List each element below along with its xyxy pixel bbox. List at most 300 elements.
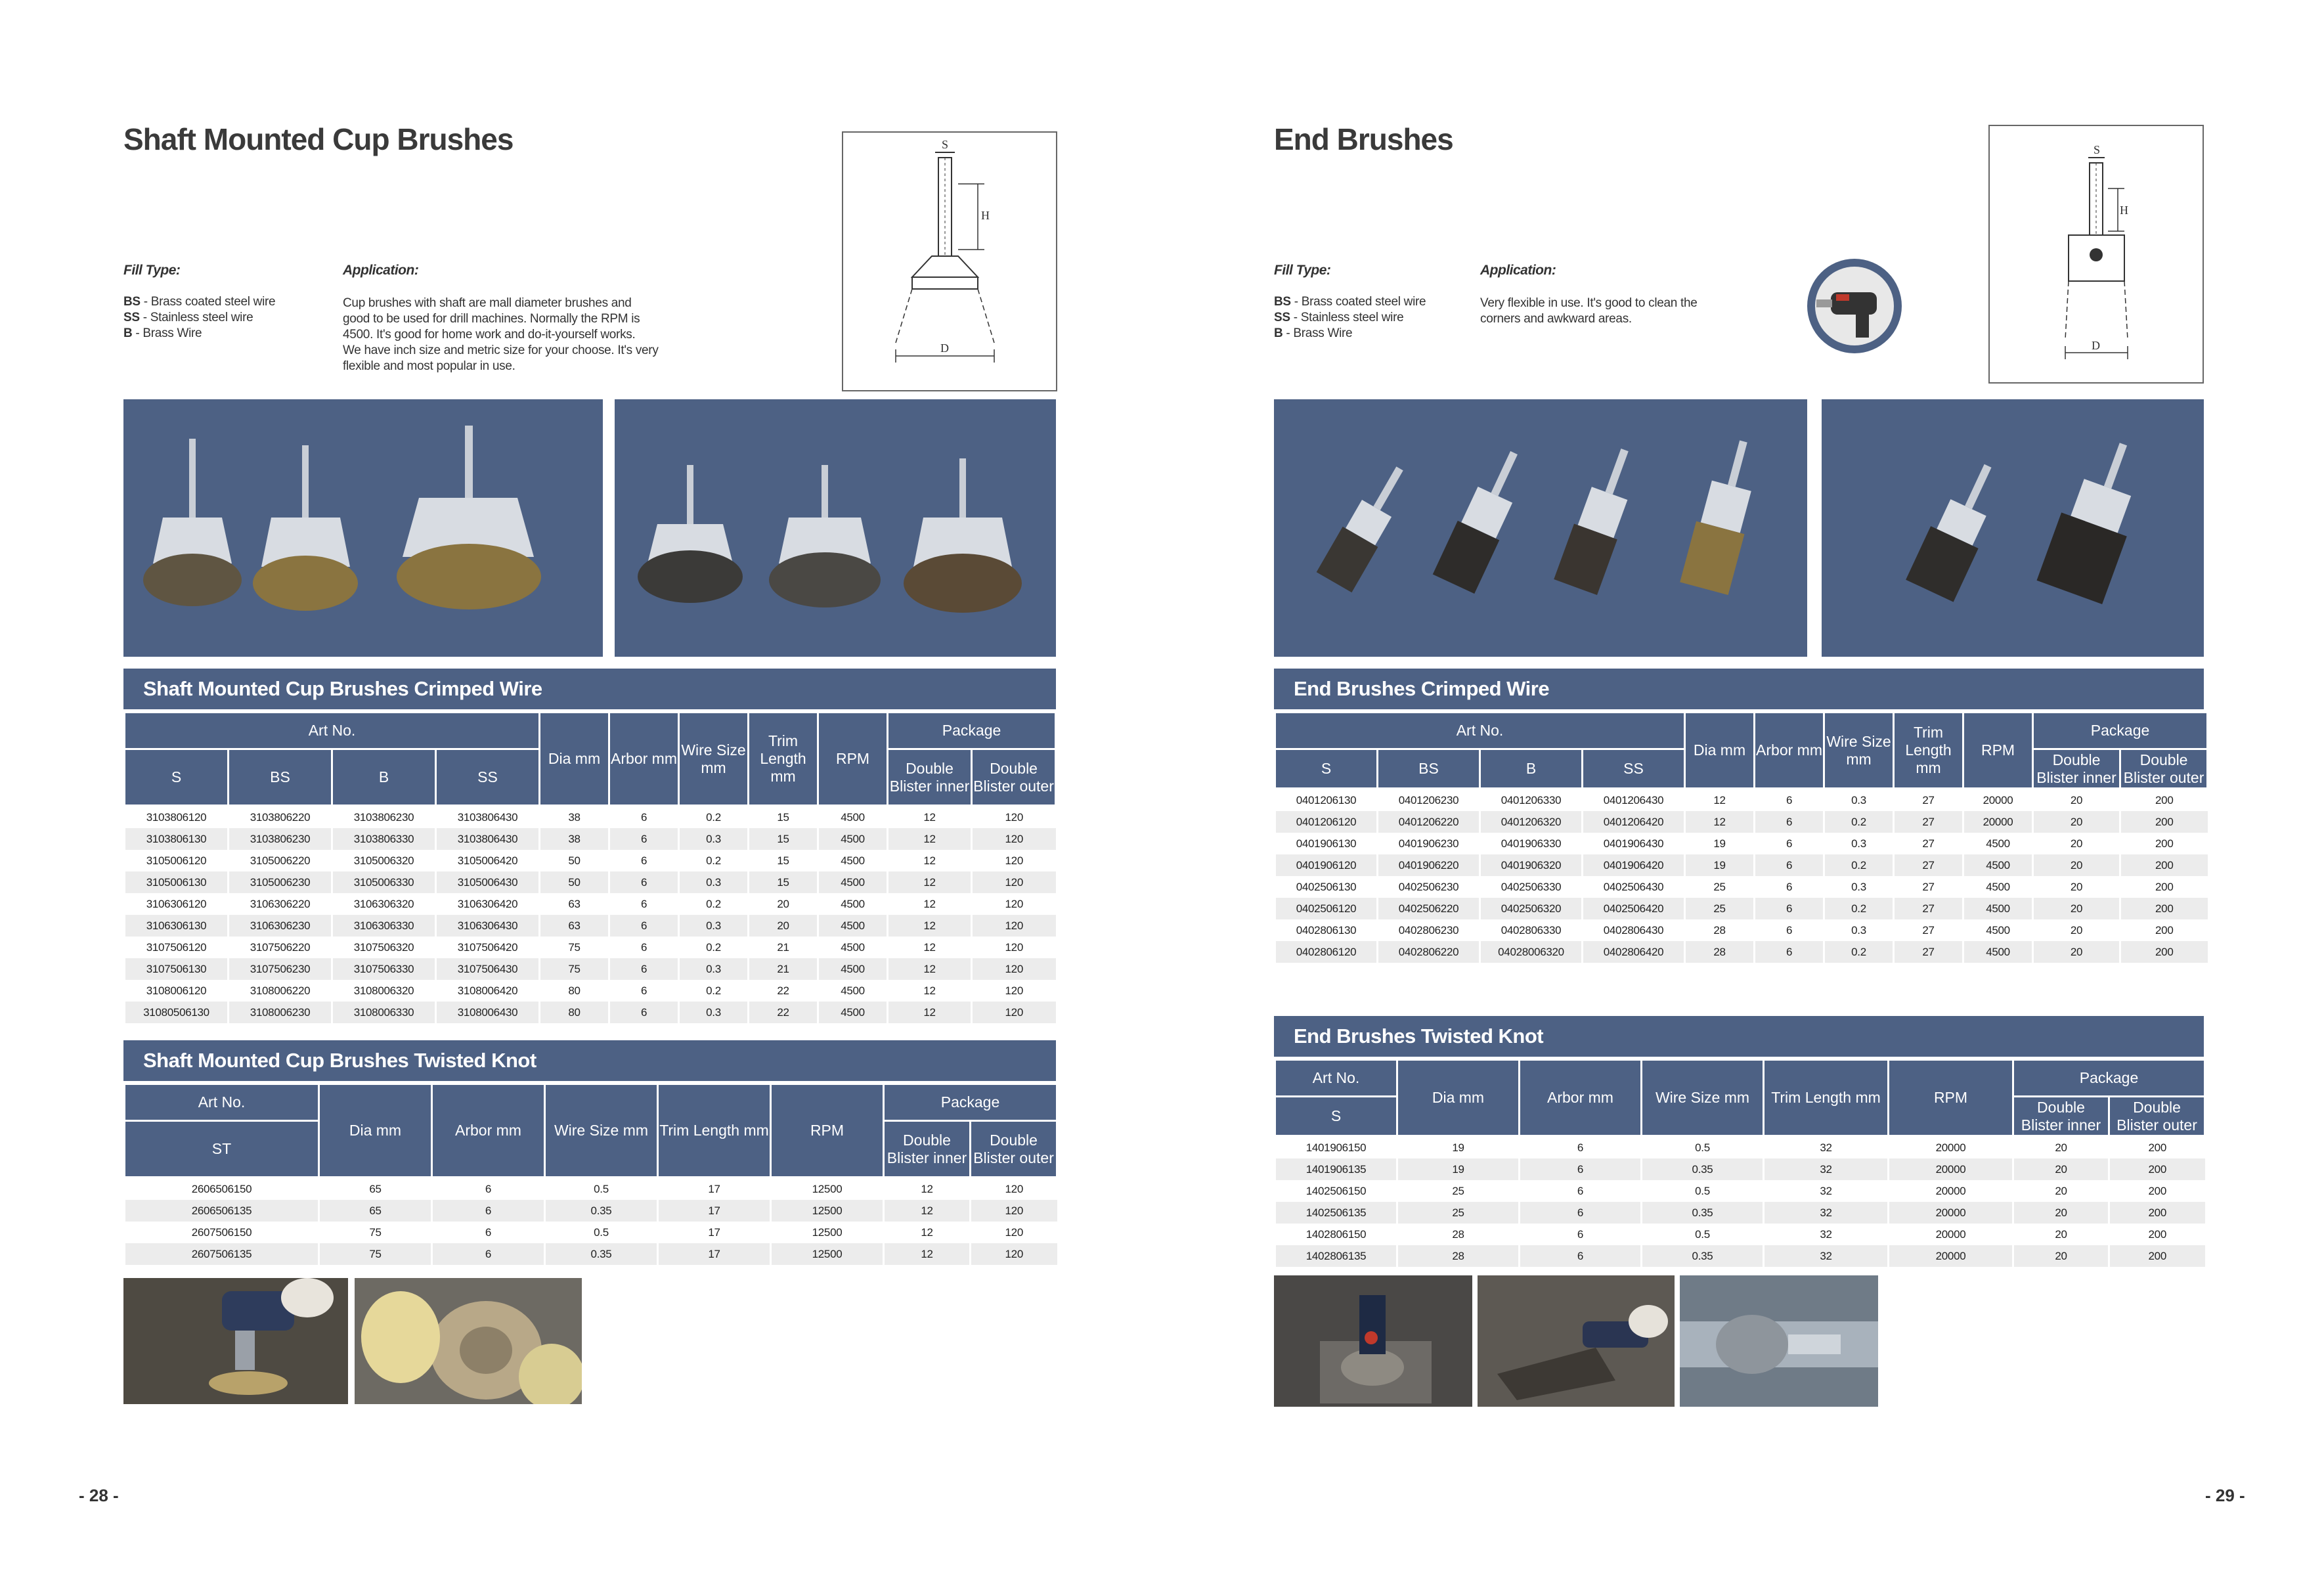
- table-cell: 0.3: [679, 915, 749, 937]
- table-cell: 20: [2033, 811, 2120, 833]
- header-trim-length: Trim Length mm: [1764, 1060, 1889, 1136]
- table-cell: 6: [609, 958, 679, 980]
- table-cell: 20000: [1889, 1224, 2013, 1245]
- table-cell: 6: [1755, 898, 1824, 919]
- fill-type-item: B - Brass Wire: [1274, 326, 1353, 340]
- header-arbor: Arbor mm: [432, 1084, 545, 1178]
- table-cell: 3107506220: [229, 937, 332, 958]
- header-s: S: [1275, 749, 1378, 789]
- table-cell: 0.3: [1824, 789, 1894, 812]
- header-package: Package: [2013, 1060, 2205, 1097]
- fill-type-item: BS - Brass coated steel wire: [123, 295, 276, 309]
- table-cell: 3103806220: [229, 806, 332, 829]
- table-cell: 6: [1755, 833, 1824, 854]
- table-row: [125, 806, 1056, 829]
- table-cell: 27: [1894, 854, 1963, 876]
- table-cell: 0.3: [679, 1002, 749, 1023]
- table-cell: 6: [1755, 789, 1824, 812]
- table-cell: 4500: [818, 1002, 888, 1023]
- header-art-no: Art No.: [1275, 1060, 1397, 1097]
- table-row: [125, 1243, 1057, 1265]
- fill-type-item: SS - Stainless steel wire: [123, 311, 253, 324]
- table-cell: 6: [432, 1200, 545, 1222]
- table-cell: 120: [972, 915, 1056, 937]
- table-cell: 4500: [818, 980, 888, 1002]
- table-cell: 200: [2120, 833, 2208, 854]
- table-cell: 3105006320: [332, 850, 436, 871]
- page-number-left: - 28 -: [79, 1486, 119, 1505]
- table-cell: 3105006420: [436, 850, 540, 871]
- table-cell: 3103806430: [436, 806, 540, 829]
- table-cell: 12: [884, 1243, 971, 1265]
- table-row: [1275, 1158, 2205, 1180]
- diagram-label-d: D: [940, 342, 949, 355]
- product-photo-twisted-cup-brushes: [615, 399, 1056, 657]
- table-cell: 0401906430: [1583, 833, 1685, 854]
- table-row: [125, 958, 1056, 980]
- header-package: Package: [888, 713, 1056, 749]
- table-row: [125, 828, 1056, 850]
- table-cell: 3108006120: [125, 980, 229, 1002]
- application-text-left: Cup brushes with shaft are mall diameter brushes and good to be used for drill machines. Normally the RPM is 4500. It's good for home work and do-it-yourself works. We have inch size and metric size for your choose. It's very flexible and most popular in use.: [343, 296, 659, 373]
- table-cell: 0402506420: [1583, 898, 1685, 919]
- table-cell: 17: [658, 1200, 771, 1222]
- table-cell: 19: [1685, 833, 1755, 854]
- table-cell: 32: [1764, 1158, 1889, 1180]
- table-cell: 0.2: [1824, 941, 1894, 963]
- table-cell: 6: [609, 806, 679, 829]
- table-cell: 3105006220: [229, 850, 332, 871]
- table-cell: 120: [972, 806, 1056, 829]
- table-cell: 28: [1685, 941, 1755, 963]
- table-cell: 27: [1894, 833, 1963, 854]
- spec-table-twisted-left: [123, 1083, 1058, 1265]
- header-dia: Dia mm: [540, 713, 609, 806]
- table-cell: 4500: [818, 828, 888, 850]
- table-cell: 3105006430: [436, 871, 540, 893]
- table-cell: 0401206230: [1378, 789, 1480, 812]
- table-cell: 20: [2033, 833, 2120, 854]
- table-row: [125, 980, 1056, 1002]
- table-cell: 3108006420: [436, 980, 540, 1002]
- table-cell: 0401906420: [1583, 854, 1685, 876]
- table-cell: 6: [609, 893, 679, 915]
- table-cell: 2606506135: [125, 1200, 319, 1222]
- table-row: [1275, 833, 2208, 854]
- header-art-no: Art No.: [125, 713, 540, 749]
- table-cell: 3105006230: [229, 871, 332, 893]
- twisted-cup-brush-image: [904, 458, 1022, 613]
- table-cell: 75: [319, 1222, 432, 1243]
- header-bs: BS: [1378, 749, 1480, 789]
- table-cell: 0.5: [1642, 1224, 1764, 1245]
- header-dia: Dia mm: [1685, 713, 1755, 789]
- header-b: B: [332, 749, 436, 806]
- table-cell: 32: [1764, 1224, 1889, 1245]
- table-cell: 6: [432, 1243, 545, 1265]
- table-cell: 3108006230: [229, 1002, 332, 1023]
- table-cell: 12: [1685, 789, 1755, 812]
- table-cell: 3107506320: [332, 937, 436, 958]
- table-cell: 0.2: [1824, 811, 1894, 833]
- table-cell: 3107506430: [436, 958, 540, 980]
- table-cell: 75: [540, 937, 609, 958]
- table-cell: 0402806330: [1480, 919, 1583, 941]
- table-cell: 200: [2109, 1202, 2205, 1224]
- table-cell: 2607506150: [125, 1222, 319, 1243]
- diagram-label-s: S: [942, 138, 949, 151]
- table-cell: 6: [1755, 919, 1824, 941]
- table-row: [125, 1002, 1056, 1023]
- table-row: [1275, 1136, 2205, 1159]
- table-cell: 12: [888, 937, 972, 958]
- table-cell: 120: [971, 1222, 1057, 1243]
- table-cell: 120: [972, 828, 1056, 850]
- header-blister-outer: Double Blister outer: [971, 1121, 1057, 1178]
- table-cell: 50: [540, 871, 609, 893]
- table-row: [125, 1200, 1057, 1222]
- header-package: Package: [884, 1084, 1057, 1121]
- table-cell: 65: [319, 1200, 432, 1222]
- header-package: Package: [2033, 713, 2208, 749]
- table-cell: 1402506150: [1275, 1180, 1397, 1202]
- table-cell: 12: [884, 1178, 971, 1201]
- table-cell: 32: [1764, 1136, 1889, 1159]
- header-art-no: Art No.: [1275, 713, 1685, 749]
- table-cell: 4500: [818, 915, 888, 937]
- table-cell: 6: [609, 915, 679, 937]
- table-cell: 3108006430: [436, 1002, 540, 1023]
- cup-brush-image: [143, 439, 242, 606]
- table-cell: 12: [1685, 811, 1755, 833]
- table-row: [125, 850, 1056, 871]
- table-cell: 4500: [1963, 898, 2033, 919]
- table-cell: 27: [1894, 898, 1963, 919]
- table-cell: 0401206420: [1583, 811, 1685, 833]
- header-dia: Dia mm: [1397, 1060, 1520, 1136]
- table-cell: 0402506320: [1480, 898, 1583, 919]
- table-cell: 12: [888, 958, 972, 980]
- table-cell: 120: [971, 1178, 1057, 1201]
- table-cell: 12500: [771, 1200, 884, 1222]
- usage-photo-end-brush-plate: [1274, 1275, 1472, 1407]
- spec-table-twisted-right: [1274, 1059, 2206, 1267]
- table-cell: 0.2: [679, 937, 749, 958]
- application-heading-left: Application:: [343, 263, 419, 278]
- header-dia: Dia mm: [319, 1084, 432, 1178]
- table-cell: 6: [1520, 1180, 1642, 1202]
- table-cell: 3108006320: [332, 980, 436, 1002]
- table-cell: 2606506150: [125, 1178, 319, 1201]
- table-cell: 80: [540, 1002, 609, 1023]
- table-cell: 3108006330: [332, 1002, 436, 1023]
- table-cell: 6: [432, 1222, 545, 1243]
- table-cell: 0401906220: [1378, 854, 1480, 876]
- table-cell: 3103806130: [125, 828, 229, 850]
- table-cell: 200: [2120, 898, 2208, 919]
- table-cell: 12: [884, 1222, 971, 1243]
- table-cell: 27: [1894, 941, 1963, 963]
- table-cell: 0.5: [545, 1222, 658, 1243]
- table-cell: 120: [971, 1243, 1057, 1265]
- table-cell: 0.35: [1642, 1245, 1764, 1267]
- header-bs: BS: [229, 749, 332, 806]
- table-cell: 120: [972, 871, 1056, 893]
- table-cell: 0401906230: [1378, 833, 1480, 854]
- table-cell: 25: [1397, 1180, 1520, 1202]
- table-cell: 75: [540, 958, 609, 980]
- table-cell: 0.3: [1824, 876, 1894, 898]
- table-cell: 20000: [1889, 1136, 2013, 1159]
- table-cell: 6: [609, 937, 679, 958]
- table-cell: 1401906135: [1275, 1158, 1397, 1180]
- table-cell: 20: [2033, 941, 2120, 963]
- header-rpm: RPM: [771, 1084, 884, 1178]
- table-cell: 27: [1894, 811, 1963, 833]
- product-photo-twisted-end-brushes: [1822, 399, 2204, 657]
- table-cell: 4500: [1963, 876, 2033, 898]
- table-cell: 0402506330: [1480, 876, 1583, 898]
- table-cell: 4500: [818, 806, 888, 829]
- table-cell: 0.3: [679, 828, 749, 850]
- table-cell: 20: [2033, 854, 2120, 876]
- table-cell: 0401206430: [1583, 789, 1685, 812]
- table-cell: 21: [749, 958, 818, 980]
- table-cell: 3106306220: [229, 893, 332, 915]
- table-cell: 0.5: [545, 1178, 658, 1201]
- table-cell: 65: [319, 1178, 432, 1201]
- table-cell: 0402806230: [1378, 919, 1480, 941]
- table-cell: 20: [2033, 876, 2120, 898]
- header-wire-size: Wire Size mm: [679, 713, 749, 806]
- table-cell: 15: [749, 850, 818, 871]
- table-cell: 0401906320: [1480, 854, 1583, 876]
- table-cell: 20: [2013, 1245, 2109, 1267]
- diagram-label-s: S: [2094, 143, 2101, 156]
- table-cell: 20000: [1889, 1180, 2013, 1202]
- fill-type-item: BS - Brass coated steel wire: [1274, 295, 1426, 309]
- table-cell: 20: [2013, 1136, 2109, 1159]
- table-cell: 20: [2013, 1224, 2109, 1245]
- table-cell: 200: [2120, 811, 2208, 833]
- table-row: [1275, 811, 2208, 833]
- table-cell: 1402806135: [1275, 1245, 1397, 1267]
- table-cell: 17: [658, 1222, 771, 1243]
- table-cell: 27: [1894, 876, 1963, 898]
- table-cell: 80: [540, 980, 609, 1002]
- table-row: [125, 937, 1056, 958]
- table-cell: 4500: [818, 937, 888, 958]
- application-heading-right: Application:: [1480, 263, 1556, 278]
- table-cell: 27: [1894, 789, 1963, 812]
- table-cell: 3106306230: [229, 915, 332, 937]
- table-cell: 28: [1397, 1224, 1520, 1245]
- table-cell: 75: [319, 1243, 432, 1265]
- table-cell: 0401906330: [1480, 833, 1583, 854]
- table-cell: 200: [2109, 1180, 2205, 1202]
- fill-type-item: B - Brass Wire: [123, 326, 202, 340]
- table-cell: 20: [2033, 898, 2120, 919]
- table-cell: 3107506120: [125, 937, 229, 958]
- header-blister-inner: Double Blister inner: [884, 1121, 971, 1178]
- table-cell: 4500: [818, 893, 888, 915]
- table-cell: 3108006220: [229, 980, 332, 1002]
- header-ss: SS: [1583, 749, 1685, 789]
- table-cell: 200: [2109, 1245, 2205, 1267]
- table-cell: 6: [609, 871, 679, 893]
- section-title-twisted-right: End Brushes Twisted Knot: [1274, 1016, 2204, 1057]
- table-cell: 120: [972, 893, 1056, 915]
- header-blister-inner: Double Blister inner: [2013, 1097, 2109, 1136]
- table-cell: 6: [1520, 1136, 1642, 1159]
- end-brush-image: [1317, 458, 1418, 592]
- table-cell: 20000: [1889, 1158, 2013, 1180]
- header-wire-size: Wire Size mm: [1824, 713, 1894, 789]
- header-trim-length: Trim Length mm: [658, 1084, 771, 1178]
- table-cell: 120: [972, 958, 1056, 980]
- table-cell: 3105006120: [125, 850, 229, 871]
- table-row: [1275, 941, 2208, 963]
- table-cell: 4500: [818, 850, 888, 871]
- twisted-end-brush-image: [1906, 454, 2011, 602]
- table-cell: 0.2: [679, 850, 749, 871]
- table-cell: 20: [2033, 919, 2120, 941]
- header-blister-inner: Double Blister inner: [888, 749, 972, 806]
- header-blister-outer: Double Blister outer: [972, 749, 1056, 806]
- twisted-cup-brush-image: [769, 465, 881, 607]
- page-title-right: End Brushes: [1274, 122, 1453, 156]
- usage-photo-cup-brush-gloves: [355, 1278, 582, 1404]
- table-cell: 12500: [771, 1222, 884, 1243]
- table-cell: 200: [2120, 876, 2208, 898]
- table-cell: 1401906150: [1275, 1136, 1397, 1159]
- table-cell: 120: [972, 980, 1056, 1002]
- cup-brush-diagram: [842, 131, 1057, 391]
- header-arbor: Arbor mm: [609, 713, 679, 806]
- table-cell: 6: [1755, 811, 1824, 833]
- table-row: [1275, 1245, 2205, 1267]
- table-cell: 6: [609, 828, 679, 850]
- table-cell: 32: [1764, 1202, 1889, 1224]
- table-cell: 0401206330: [1480, 789, 1583, 812]
- table-cell: 120: [972, 937, 1056, 958]
- table-row: [125, 871, 1056, 893]
- table-cell: 0.3: [1824, 833, 1894, 854]
- table-cell: 6: [609, 980, 679, 1002]
- usage-photo-end-brush-pipe: [1680, 1275, 1878, 1407]
- header-s: S: [1275, 1097, 1397, 1136]
- table-cell: 6: [609, 1002, 679, 1023]
- table-cell: 19: [1397, 1158, 1520, 1180]
- table-cell: 3107506230: [229, 958, 332, 980]
- table-cell: 6: [1755, 876, 1824, 898]
- table-cell: 0402506430: [1583, 876, 1685, 898]
- header-rpm: RPM: [1963, 713, 2033, 789]
- table-cell: 6: [1755, 854, 1824, 876]
- table-cell: 22: [749, 1002, 818, 1023]
- usage-photo-end-brush-metal: [1478, 1275, 1675, 1407]
- fill-type-heading-right: Fill Type:: [1274, 263, 1331, 278]
- diagram-label-h: H: [981, 209, 990, 222]
- table-cell: 6: [609, 850, 679, 871]
- table-cell: 0401206130: [1275, 789, 1378, 812]
- table-cell: 0.5: [1642, 1180, 1764, 1202]
- table-cell: 0.35: [545, 1243, 658, 1265]
- table-cell: 12: [888, 828, 972, 850]
- table-cell: 0402506220: [1378, 898, 1480, 919]
- twisted-cup-brush-image: [638, 465, 743, 603]
- table-cell: 12: [888, 980, 972, 1002]
- table-cell: 12: [888, 915, 972, 937]
- end-brush-image: [1554, 442, 1647, 595]
- end-brush-diagram: [1988, 125, 2204, 384]
- table-cell: 6: [1755, 941, 1824, 963]
- table-cell: 0402506230: [1378, 876, 1480, 898]
- end-brush-image: [1433, 443, 1535, 594]
- section-title-crimped-left: Shaft Mounted Cup Brushes Crimped Wire: [123, 669, 1056, 709]
- table-cell: 15: [749, 806, 818, 829]
- table-cell: 3106306430: [436, 915, 540, 937]
- table-cell: 3107506420: [436, 937, 540, 958]
- table-row: [1275, 1180, 2205, 1202]
- header-blister-outer: Double Blister outer: [2120, 749, 2208, 789]
- table-cell: 0401906120: [1275, 854, 1378, 876]
- page-title-left: Shaft Mounted Cup Brushes: [123, 122, 514, 156]
- table-row: [125, 893, 1056, 915]
- table-cell: 3103806430: [436, 828, 540, 850]
- table-cell: 0402506120: [1275, 898, 1378, 919]
- table-cell: 0.35: [1642, 1158, 1764, 1180]
- header-s: S: [125, 749, 229, 806]
- table-cell: 2607506135: [125, 1243, 319, 1265]
- table-cell: 17: [658, 1178, 771, 1201]
- end-brush-image: [1680, 435, 1767, 595]
- table-row: [125, 1178, 1057, 1201]
- table-cell: 3103806120: [125, 806, 229, 829]
- header-trim-length: Trim Length mm: [749, 713, 818, 806]
- table-row: [1275, 789, 2208, 812]
- table-cell: 200: [2120, 941, 2208, 963]
- application-text-right: Very flexible in use. It's good to clean the corners and awkward areas.: [1480, 296, 1698, 326]
- table-cell: 4500: [818, 958, 888, 980]
- table-cell: 6: [1520, 1224, 1642, 1245]
- table-cell: 6: [1520, 1245, 1642, 1267]
- spec-table-crimped-left: [123, 711, 1057, 1023]
- table-cell: 32: [1764, 1180, 1889, 1202]
- table-row: [1275, 876, 2208, 898]
- header-arbor: Arbor mm: [1755, 713, 1824, 789]
- diagram-label-d: D: [2092, 339, 2100, 352]
- table-cell: 3103806230: [332, 806, 436, 829]
- table-cell: 3106306420: [436, 893, 540, 915]
- header-wire-size: Wire Size mm: [545, 1084, 658, 1178]
- table-cell: 31080506130: [125, 1002, 229, 1023]
- header-rpm: RPM: [818, 713, 888, 806]
- table-cell: 4500: [1963, 919, 2033, 941]
- table-cell: 3105006330: [332, 871, 436, 893]
- cup-brush-image: [253, 445, 358, 611]
- table-cell: 27: [1894, 919, 1963, 941]
- table-cell: 3103806330: [332, 828, 436, 850]
- header-trim-length: Trim Length mm: [1894, 713, 1963, 789]
- table-cell: 0.2: [679, 893, 749, 915]
- section-title-twisted-left: Shaft Mounted Cup Brushes Twisted Knot: [123, 1040, 1056, 1081]
- table-cell: 3106306120: [125, 893, 229, 915]
- table-cell: 20000: [1963, 811, 2033, 833]
- table-cell: 0402806120: [1275, 941, 1378, 963]
- table-cell: 0402806430: [1583, 919, 1685, 941]
- table-row: [125, 1222, 1057, 1243]
